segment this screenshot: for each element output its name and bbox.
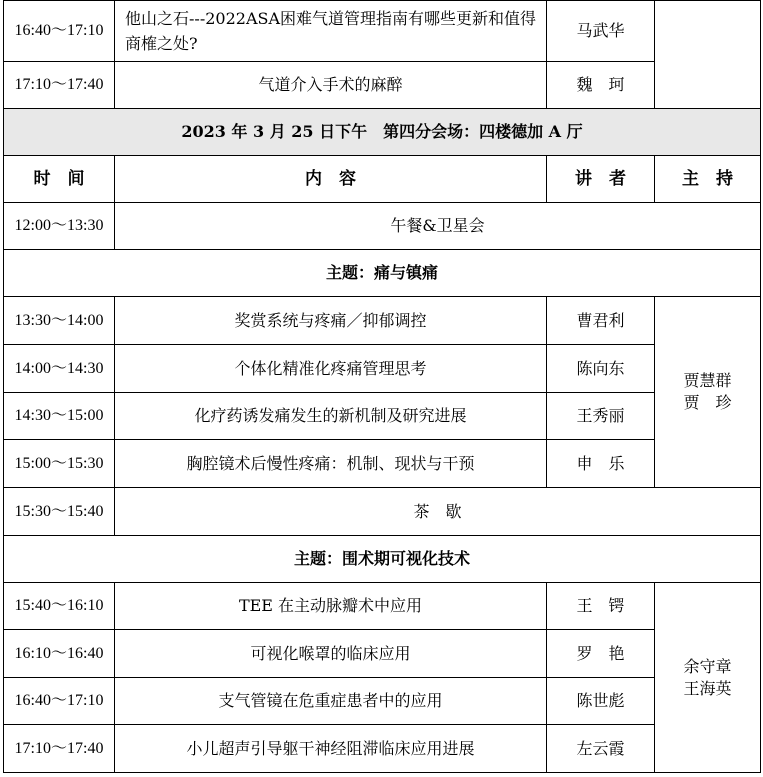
content-cell: 奖赏系统与疼痛／抑郁调控 — [115, 297, 547, 345]
session-title-row — [4, 109, 761, 156]
content-cell: 茶 歇 — [115, 488, 761, 536]
header-time: 时 间 — [4, 156, 115, 203]
content-cell: 小儿超声引导躯干神经阻滞临床应用进展 — [115, 725, 547, 773]
schedule-table — [3, 0, 761, 773]
time-cell: 17:10～17:40 — [4, 62, 115, 109]
theme-title: 主题：痛与镇痛 — [4, 250, 761, 297]
table-row — [4, 345, 761, 393]
host-name: 余守章 — [683, 656, 732, 676]
table-row — [4, 725, 761, 773]
table-row — [4, 583, 761, 630]
table-row — [4, 630, 761, 678]
speaker-cell: 曹君利 — [547, 297, 655, 345]
host-cell — [655, 583, 761, 773]
content-cell: 可视化喉罩的临床应用 — [115, 630, 547, 678]
speaker-cell: 陈世彪 — [547, 678, 655, 725]
host-name: 贾慧群 — [683, 371, 732, 390]
content-cell: 胸腔镜术后慢性疼痛：机制、现状与干预 — [115, 440, 547, 488]
time-cell: 14:00～14:30 — [4, 345, 115, 393]
content-cell: 个体化精准化疼痛管理思考 — [115, 345, 547, 393]
content-cell: 他山之石---2022ASA困难气道管理指南有哪些更新和值得商榷之处? — [115, 1, 547, 62]
speaker-cell: 罗 艳 — [547, 630, 655, 678]
table-row — [4, 440, 761, 488]
speaker-cell: 马武华 — [547, 1, 655, 62]
content-cell: 气道介入手术的麻醉 — [115, 62, 547, 109]
theme-row — [4, 250, 761, 297]
speaker-cell: 魏 珂 — [547, 62, 655, 109]
time-cell: 17:10～17:40 — [4, 725, 115, 773]
speaker-cell: 王秀丽 — [547, 393, 655, 440]
speaker-cell: 陈向东 — [547, 345, 655, 393]
theme-row — [4, 536, 761, 583]
table-row — [4, 488, 761, 536]
speaker-cell: 王 锷 — [547, 583, 655, 630]
header-content: 内 容 — [115, 156, 547, 203]
host-cell — [655, 1, 761, 109]
host-name: 贾 珍 — [683, 393, 732, 412]
table-row — [4, 62, 761, 109]
time-cell: 15:00～15:30 — [4, 440, 115, 488]
table-row — [4, 297, 761, 345]
time-cell: 16:40～17:10 — [4, 1, 115, 62]
speaker-cell: 左云霞 — [547, 725, 655, 773]
table-row — [4, 393, 761, 440]
table-row — [4, 678, 761, 725]
time-cell: 16:10～16:40 — [4, 630, 115, 678]
time-cell: 15:40～16:10 — [4, 583, 115, 630]
time-cell: 14:30～15:00 — [4, 393, 115, 440]
content-cell: TEE 在主动脉瓣术中应用 — [115, 583, 547, 630]
time-cell: 13:30～14:00 — [4, 297, 115, 345]
host-cell — [655, 297, 761, 488]
time-cell: 15:30～15:40 — [4, 488, 115, 536]
header-speaker: 讲 者 — [547, 156, 655, 203]
host-name: 王海英 — [683, 678, 732, 698]
speaker-cell: 申 乐 — [547, 440, 655, 488]
time-cell: 16:40～17:10 — [4, 678, 115, 725]
content-cell: 化疗药诱发痛发生的新机制及研究进展 — [115, 393, 547, 440]
content-cell: 午餐&卫星会 — [115, 203, 761, 250]
table-row — [4, 1, 761, 62]
time-cell: 12:00～13:30 — [4, 203, 115, 250]
session-title: 2023 年 3 月 25 日下午 第四分会场：四楼德加 A 厅 — [4, 109, 761, 156]
header-host: 主 持 — [655, 156, 761, 203]
table-row — [4, 203, 761, 250]
content-cell: 支气管镜在危重症患者中的应用 — [115, 678, 547, 725]
header-row — [4, 156, 761, 203]
theme-title: 主题：围术期可视化技术 — [4, 536, 761, 583]
